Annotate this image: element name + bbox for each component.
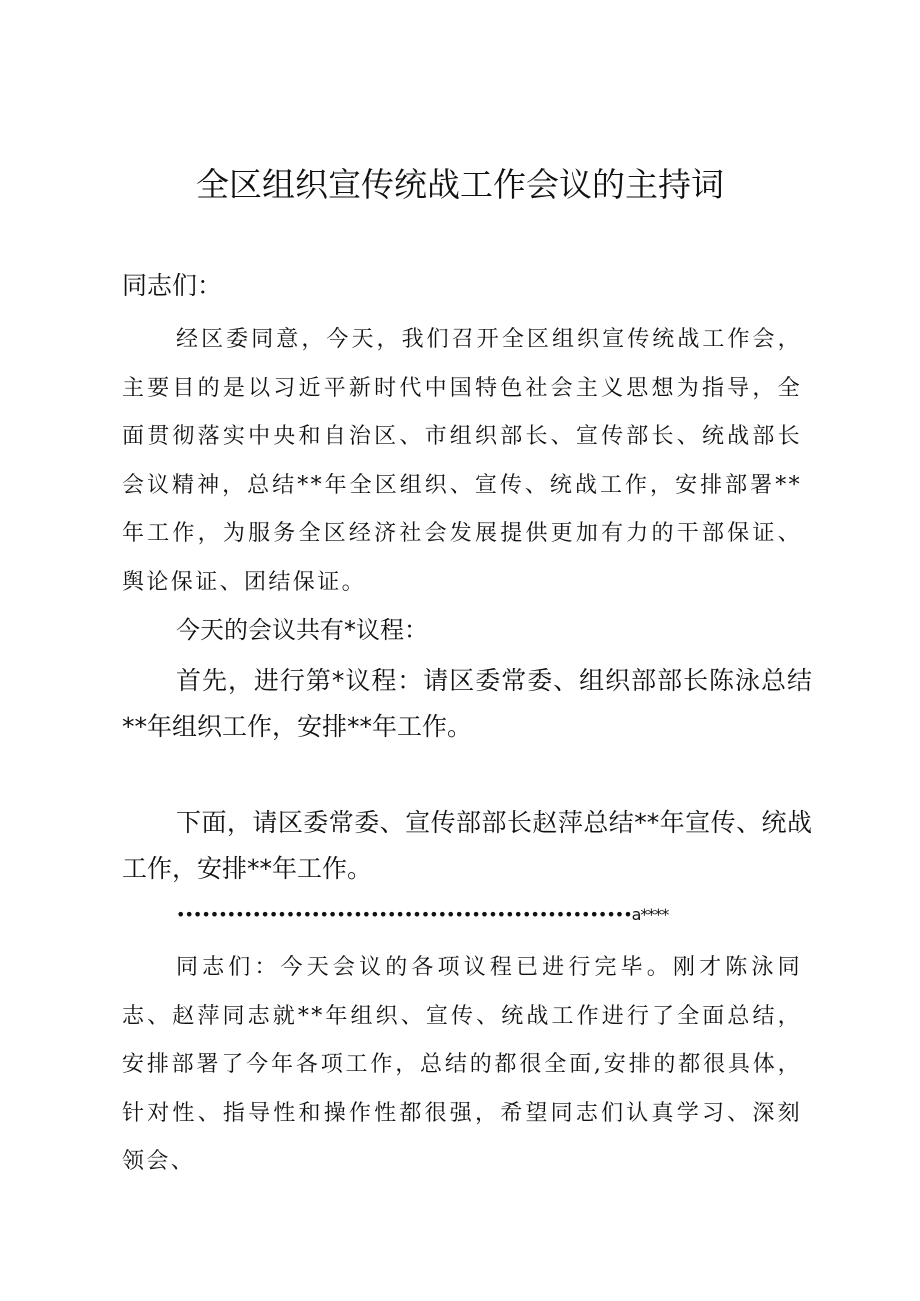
closing-paragraph: 同志们：今天会议的各项议程已进行完毕。刚才陈泳同志、赵萍同志就**年组织、宣传、统战工作进行了全面总结，安排部署了今年各项工作，总结的都很全面,安排的都很具体，针对性、指导性和操作性都很强，希望同志们认真学习、深刻领会、 — [122, 955, 802, 1174]
separator-line: ••••••••••••••••••••••••••••••••••••••••••••••••••••••a**** — [176, 905, 669, 924]
salutation: 同志们： — [122, 271, 223, 300]
agenda-item-next: 下面，请区委常委、宣传部部长赵萍总结**年宣传、统战工作，安排**年工作。 — [122, 808, 812, 883]
agenda-item-first: 首先，进行第*议程：请区委常委、组织部部长陈泳总结**年组织工作，安排**年工作。 — [122, 666, 812, 741]
agenda-intro: 今天的会议共有*议程： — [176, 616, 428, 644]
document-title: 全区组织宣传统战工作会议的主持词 — [196, 165, 724, 204]
intro-paragraph: 经区委同意，今天，我们召开全区组织宣传统战工作会，主要目的是以习近平新时代中国特色社会主义思想为指导，全面贯彻落实中央和自治区、市组织部长、宣传部长、统战部长会议精神，总结**年全区组织、宣传、统战工作，安排部署**年工作，为服务全区经济社会发展提供更加有力的干部保证、舆论保证、团结保证。 — [122, 327, 802, 595]
